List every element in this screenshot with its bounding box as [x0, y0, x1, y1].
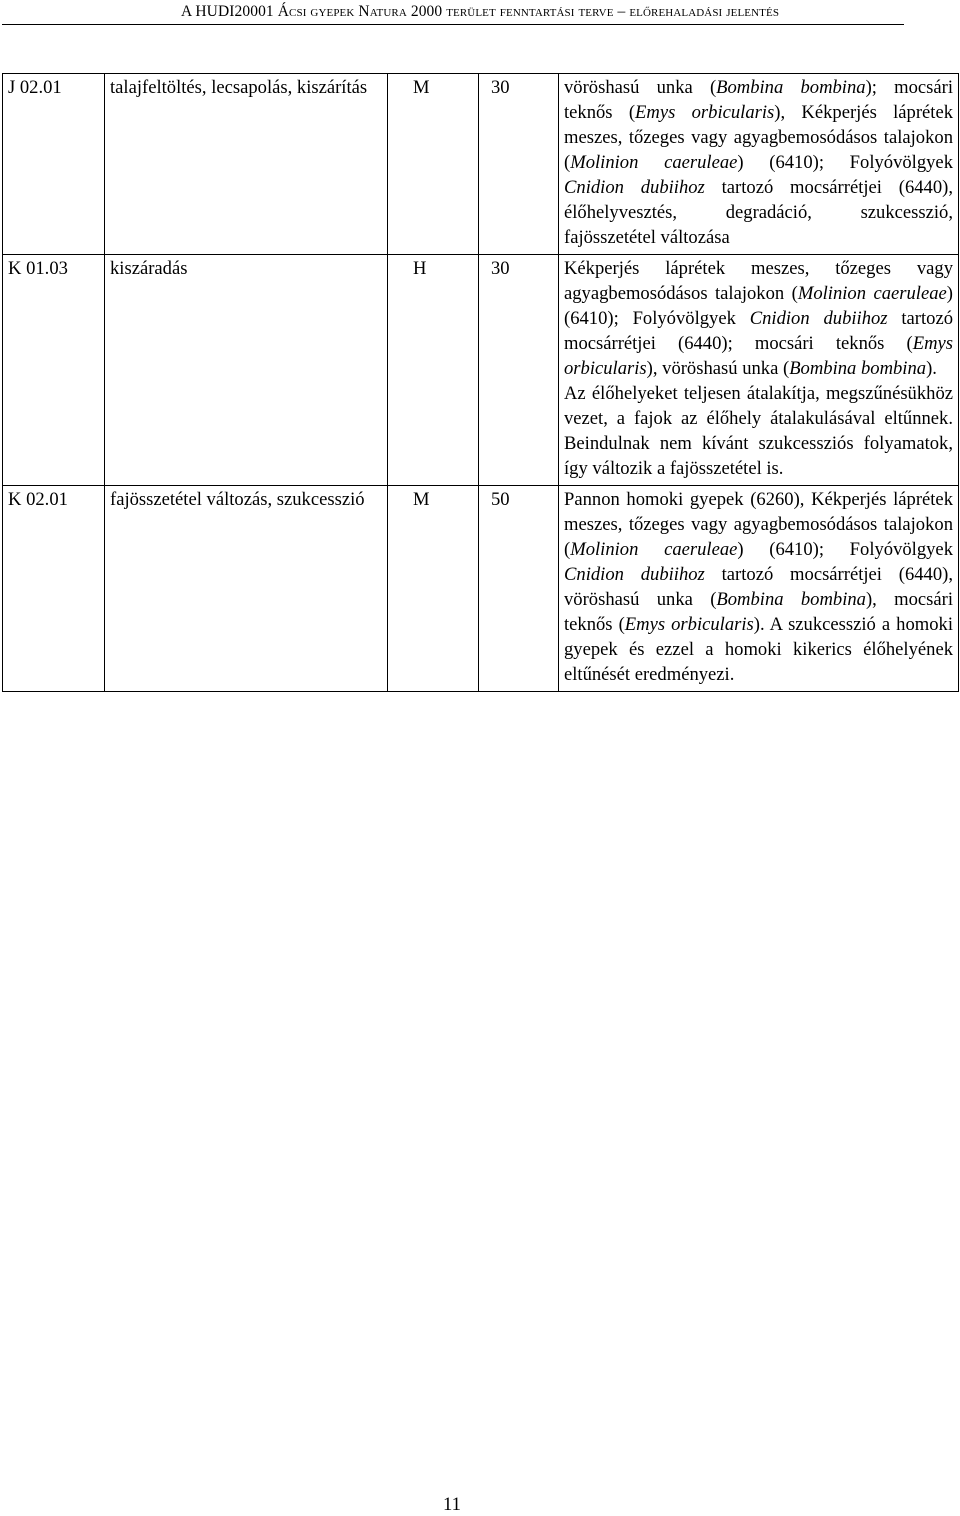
impact-level: H [388, 255, 479, 486]
page-number: 11 [443, 1494, 461, 1515]
threat-code: J 02.01 [3, 74, 105, 255]
description-text: ). A szukcesszió a homoki gyepek és ezzel a homoki kikerics élőhelyének eltűnését eredményezi. [564, 614, 954, 685]
species-name: Cnidion dubiihoz [564, 177, 705, 198]
species-name: Bombina bombina [716, 589, 866, 610]
description-paragraph [564, 381, 953, 481]
header-text-part: 2000 [410, 3, 447, 20]
affected-percent: 50 [479, 486, 559, 692]
species-name: Emys orbicularis [624, 614, 754, 635]
description-text: ) (6410); Folyóvölgyek [564, 283, 953, 329]
impact-description [559, 255, 959, 486]
species-name: Bombina bombina [716, 77, 866, 98]
description-text: ), Kékperjés láprétek meszes, tőzeges vagy agyagbemosódásos talajokon ( [564, 102, 953, 173]
description-paragraph [564, 75, 953, 250]
description-text: ) (6410); Folyóvölgyek [737, 152, 953, 173]
description-text: ); mocsári teknős ( [564, 77, 953, 123]
description-text: Az élőhelyeket teljesen átalakítja, megszűnésükhöz vezet, a fajok az élőhely átalakulásával eltűnnek. Beindulnak nem kívánt szukcessziós folyamatok, így változik a fajösszetétel is. [564, 383, 953, 479]
description-paragraph [564, 487, 953, 687]
description-text: ), vöröshasú unka ( [646, 358, 790, 379]
header-text-part: N [358, 3, 370, 20]
impact-level: M [388, 486, 479, 692]
header-text-part: előrehaladási jelentés [629, 3, 780, 20]
species-name: Emys orbicularis [635, 102, 775, 123]
species-name: Bombina bombina [789, 358, 927, 379]
header-text-part: – [617, 3, 630, 20]
threat-code: K 01.03 [3, 255, 105, 486]
header-text-part: terület fenntartási terve [446, 3, 618, 20]
description-text: tartozó mocsárrétjei (6440); mocsári teknős ( [564, 308, 953, 354]
threat-code: K 02.01 [3, 486, 105, 692]
affected-percent: 30 [479, 74, 559, 255]
species-name: Molinion caeruleae [797, 283, 947, 304]
description-text: Pannon homoki gyepek (6260), Kékperjés láprétek meszes, tőzeges vagy agyagbemosódásos talajokon ( [564, 489, 953, 560]
header-text-part: atura [369, 3, 411, 20]
description-text: ), mocsári teknős ( [564, 589, 953, 635]
threat-factor: kiszáradás [105, 255, 388, 486]
description-paragraph [564, 256, 953, 381]
description-text: Kékperjés láprétek meszes, tőzeges vagy agyagbemosódásos talajokon ( [564, 258, 953, 304]
species-name: Cnidion dubiihoz [564, 564, 705, 585]
header-text-part: Ácsi gyepek [277, 3, 359, 20]
impact-description [559, 486, 959, 692]
description-text: ) (6410); Folyóvölgyek [737, 539, 953, 560]
table-row [3, 74, 959, 255]
running-header [0, 3, 960, 21]
species-name: Molinion caeruleae [570, 539, 738, 560]
header-text-part: A HUDI20001 [180, 3, 278, 20]
description-text: vöröshasú unka ( [564, 77, 717, 98]
description-text: tartozó mocsárrétjei (6440), élőhelyvesztés, degradáció, szukcesszió, fajösszetétel változása [564, 177, 953, 248]
table-row [3, 255, 959, 486]
table-row [3, 486, 959, 692]
header-rule [2, 24, 904, 25]
affected-percent: 30 [479, 255, 559, 486]
impact-level: M [388, 74, 479, 255]
species-name: Cnidion dubiihoz [749, 308, 888, 329]
species-name: Emys orbicularis [564, 333, 953, 379]
description-text: ). [926, 358, 937, 379]
description-text: tartozó mocsárrétjei (6440), vöröshasú unka ( [564, 564, 953, 610]
threat-impact-table [2, 73, 959, 692]
threat-factor: talajfeltöltés, lecsapolás, kiszárítás [105, 74, 388, 255]
impact-description [559, 74, 959, 255]
threat-factor: fajösszetétel változás, szukcesszió [105, 486, 388, 692]
species-name: Molinion caeruleae [570, 152, 738, 173]
